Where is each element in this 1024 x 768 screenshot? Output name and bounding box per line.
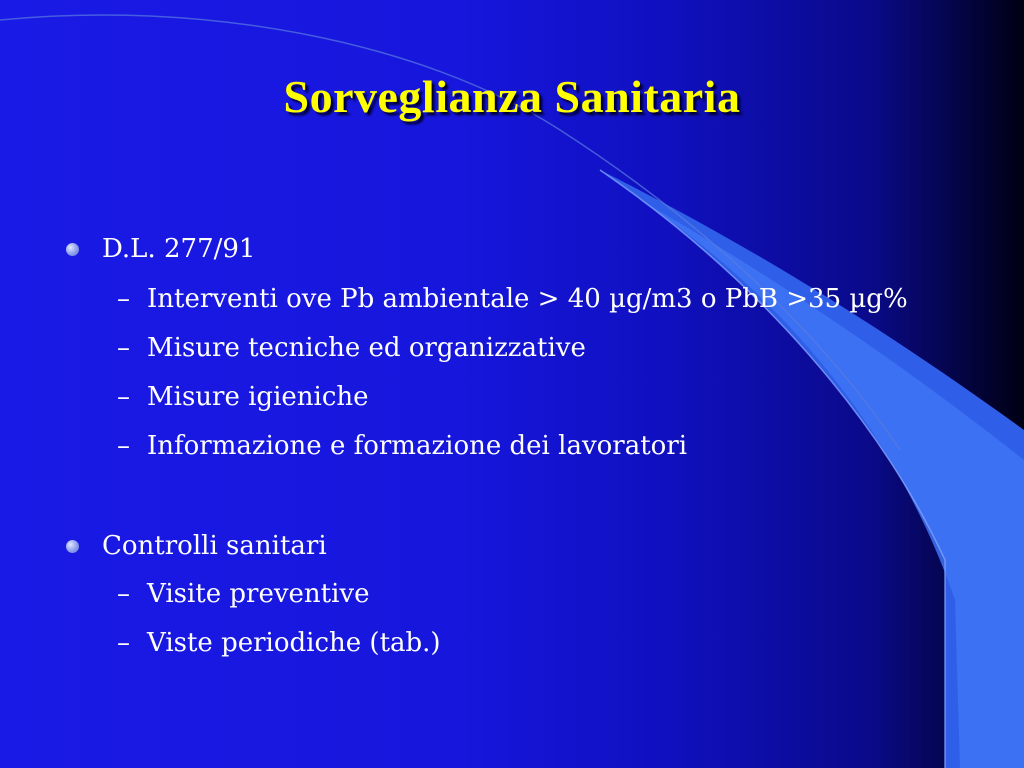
list-item: Misure tecniche ed organizzative	[147, 333, 586, 363]
list-item: Interventi ove Pb ambientale > 40 µg/m3 o PbB >35 µg%	[147, 284, 908, 314]
dash-marker: –	[117, 382, 130, 412]
list-item: Visite preventive	[147, 579, 370, 609]
section-heading-dl: D.L. 277/91	[102, 234, 256, 264]
list-item: Misure igieniche	[147, 382, 369, 412]
slide-title: Sorveglianza Sanitaria	[283, 71, 741, 122]
bullet-icon	[66, 540, 79, 553]
dash-marker: –	[117, 333, 130, 363]
dash-marker: –	[117, 579, 130, 609]
list-item: Informazione e formazione dei lavoratori	[147, 431, 688, 461]
list-item: Viste periodiche (tab.)	[147, 628, 441, 658]
dash-marker: –	[117, 284, 130, 314]
bullet-icon	[66, 243, 79, 256]
dash-marker: –	[117, 628, 130, 658]
section-heading-controlli: Controlli sanitari	[102, 531, 327, 561]
dash-marker: –	[117, 431, 130, 461]
